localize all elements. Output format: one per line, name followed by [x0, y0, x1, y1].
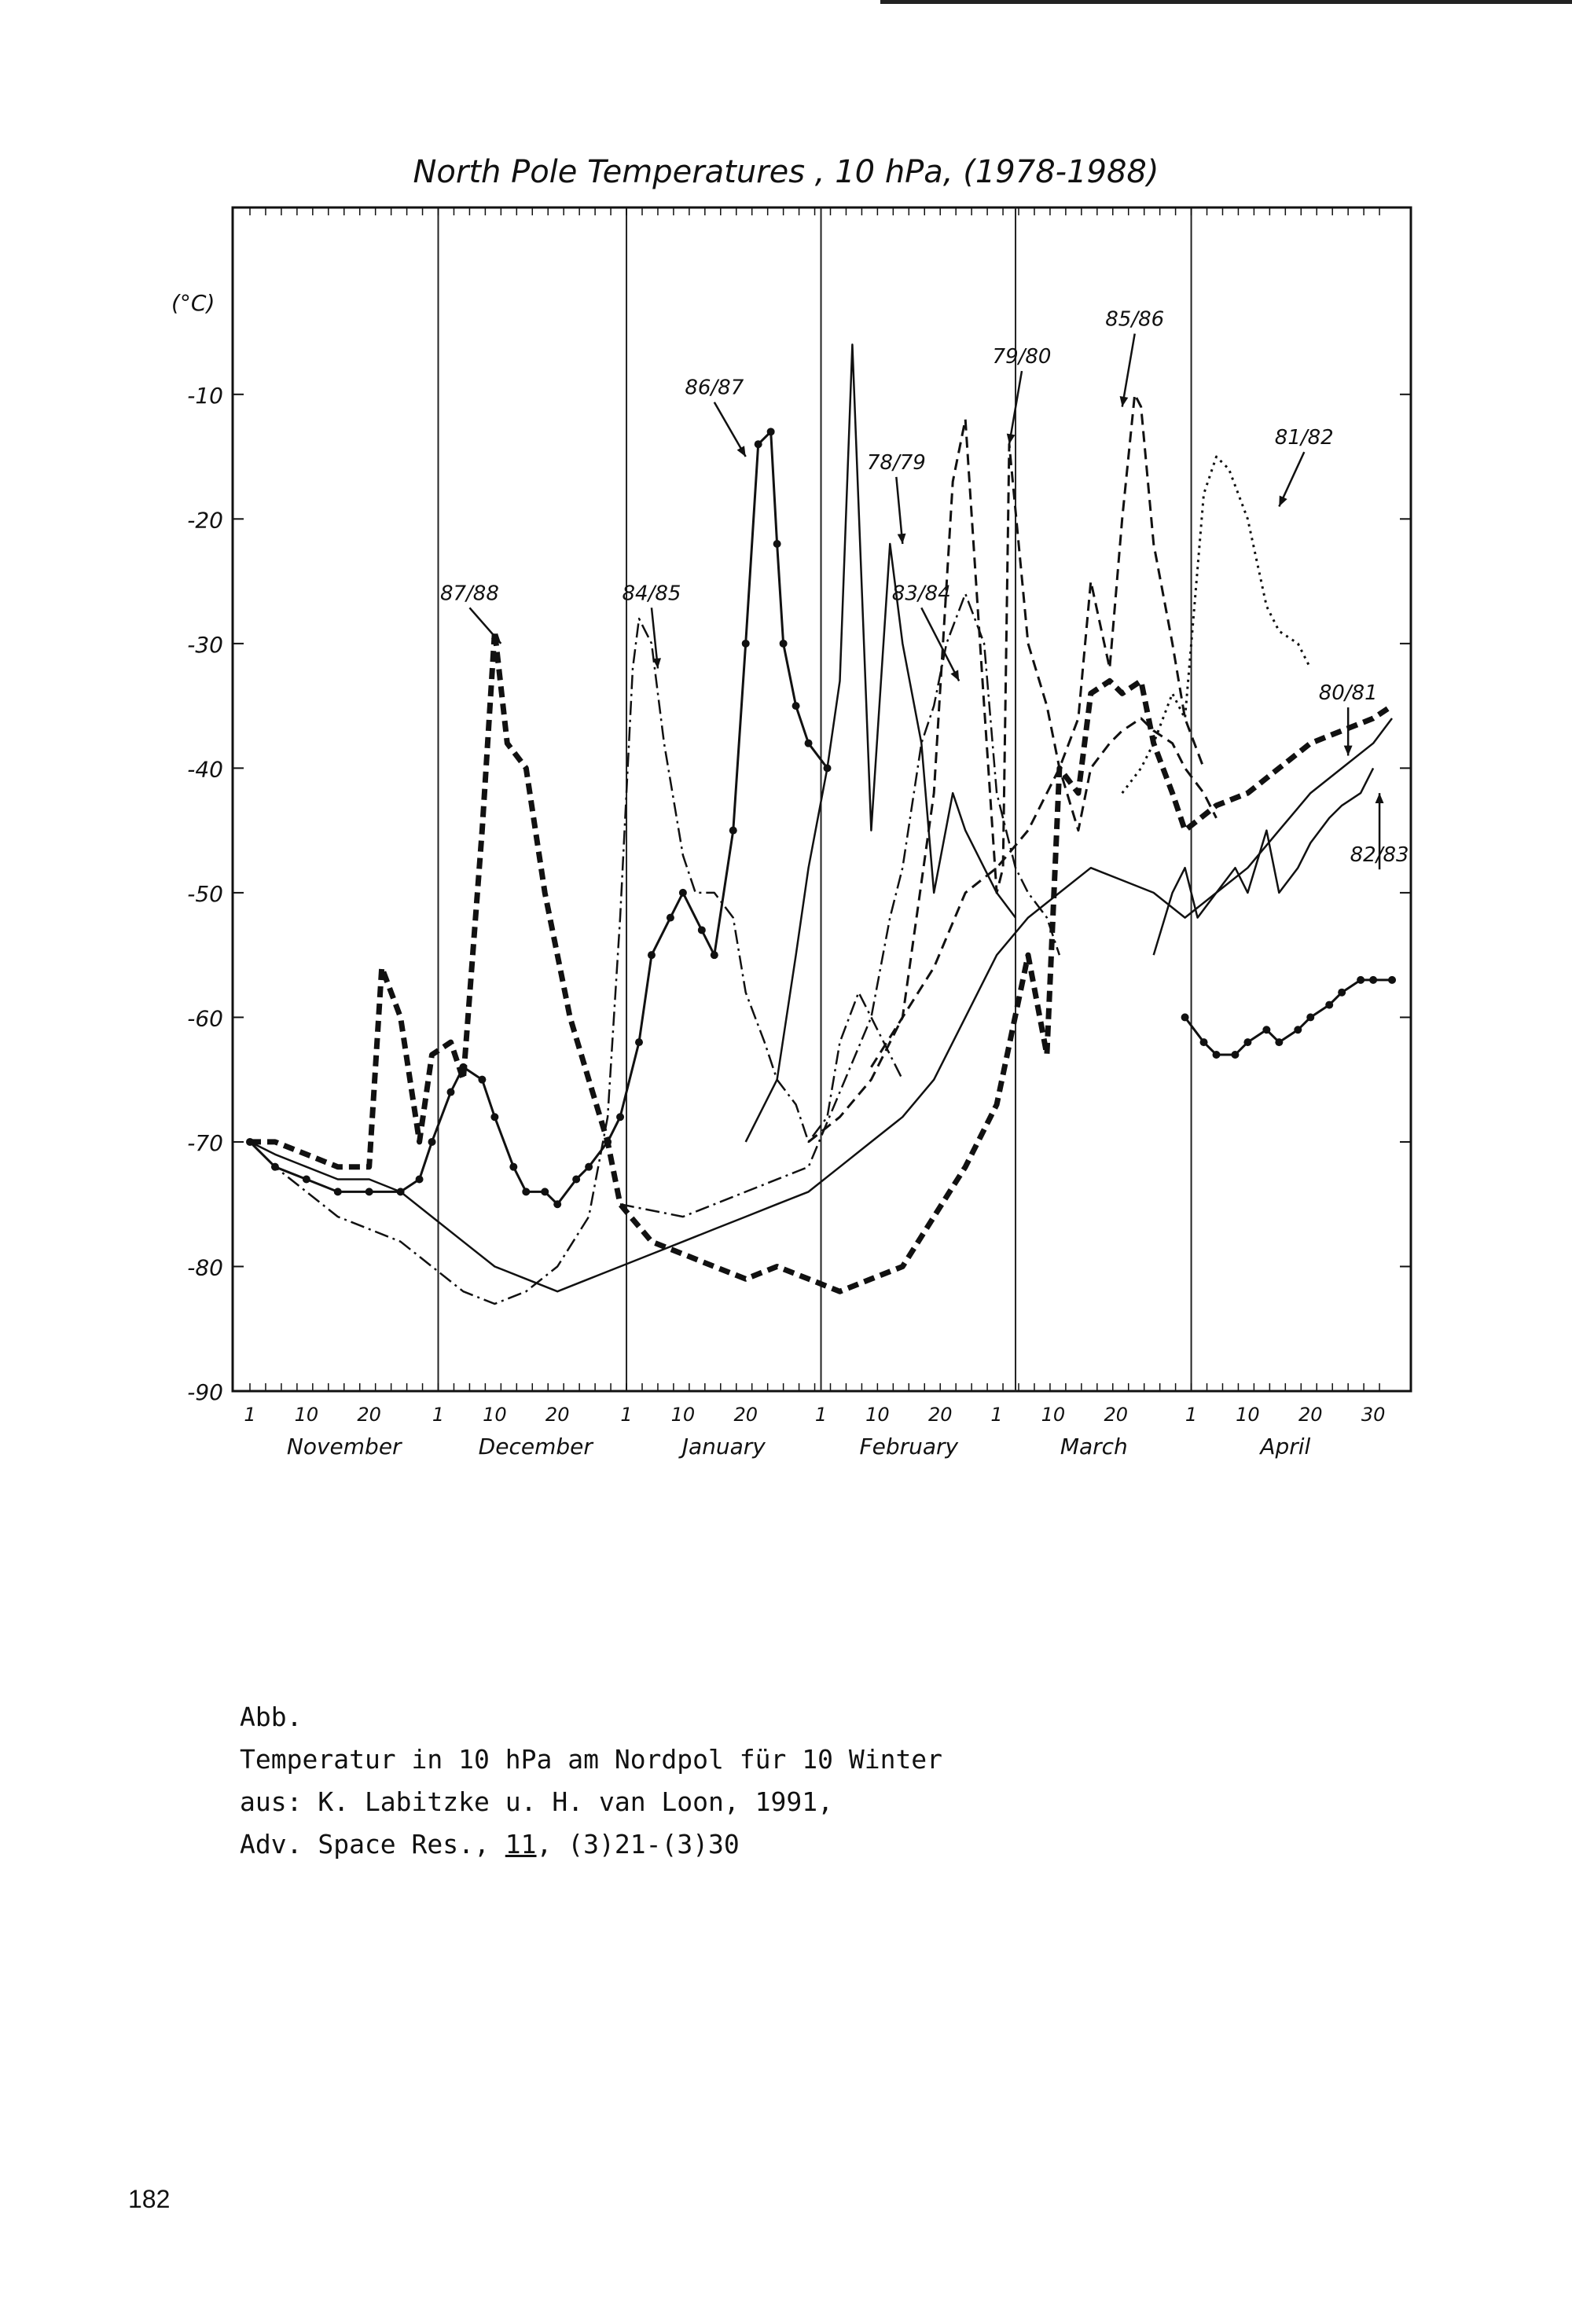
x-tick-label: 20: [733, 1404, 758, 1426]
series-marker: [1369, 976, 1377, 984]
series-line: [250, 619, 902, 1304]
x-tick-label: 10: [1236, 1404, 1260, 1426]
series-annotation-label: 86/87: [685, 376, 744, 400]
x-tick-label: 20: [927, 1404, 953, 1426]
series-line: [250, 431, 828, 1204]
month-label: March: [1060, 1434, 1128, 1459]
x-tick-label: 20: [1104, 1404, 1129, 1426]
series-annotation-label: 82/83: [1350, 843, 1409, 868]
series-marker: [1275, 1038, 1283, 1046]
series-marker: [648, 951, 656, 959]
month-label: November: [286, 1434, 402, 1459]
series-marker: [490, 1113, 498, 1121]
x-tick-label: 1: [990, 1404, 1003, 1426]
x-tick-label: 20: [357, 1404, 381, 1426]
page-number: 182: [128, 2185, 171, 2213]
annotation-arrow: [1122, 334, 1135, 407]
caption-line-reference: [240, 1823, 942, 1866]
series-annotation-label: 80/81: [1318, 681, 1378, 706]
series-marker: [755, 440, 762, 448]
series-marker: [616, 1113, 624, 1121]
y-axis-label: (°C): [171, 290, 215, 316]
series-annotation-label: 85/86: [1105, 307, 1165, 332]
caption-line-description: Temperatur in 10 hPa am Nordpol für 10 Winter: [240, 1744, 943, 1775]
series-marker: [365, 1188, 373, 1195]
series-marker: [679, 889, 687, 897]
annotation-arrowhead: [1007, 434, 1016, 445]
caption-pages: , (3)21-(3)30: [536, 1829, 740, 1860]
x-tick-label: 10: [483, 1404, 507, 1426]
series-marker: [541, 1188, 549, 1195]
series-annotation-label: 78/79: [866, 450, 926, 475]
series-marker: [416, 1176, 424, 1184]
series-marker: [509, 1163, 517, 1171]
series-annotation-label: 83/84: [891, 582, 951, 606]
series-line: [1185, 980, 1392, 1055]
series-marker: [1262, 1026, 1270, 1034]
series-marker: [604, 1138, 612, 1146]
series-line: [1154, 768, 1373, 955]
caption-line-abb: Abb.: [240, 1702, 303, 1732]
x-tick-label: 10: [294, 1404, 319, 1426]
series-annotation-label: 79/80: [992, 345, 1052, 369]
x-tick-label: 10: [1041, 1404, 1066, 1426]
series-marker: [334, 1188, 342, 1195]
series-marker: [1181, 1013, 1189, 1021]
y-tick-label: -30: [187, 631, 223, 658]
series-marker: [1294, 1026, 1302, 1034]
series-marker: [667, 914, 674, 922]
series-marker: [446, 1089, 454, 1096]
x-tick-label: 10: [670, 1404, 696, 1426]
annotation-arrowhead: [1344, 746, 1353, 756]
x-tick-label: 1: [432, 1404, 445, 1426]
x-tick-label: 1: [244, 1404, 256, 1426]
series-marker: [742, 640, 750, 648]
series-marker: [635, 1038, 643, 1046]
series-marker: [792, 702, 800, 710]
series-marker: [1357, 976, 1364, 984]
series-marker: [711, 951, 718, 959]
series-marker: [698, 926, 706, 934]
caption-journal: Adv. Space Res.,: [240, 1829, 505, 1860]
annotation-arrowhead: [1376, 793, 1384, 803]
y-tick-label: -60: [187, 1005, 223, 1032]
series-marker: [478, 1076, 486, 1084]
chart-title: North Pole Temperatures , 10 hPa, (1978-1988): [413, 154, 1159, 190]
series-marker: [1200, 1038, 1208, 1046]
series-marker: [428, 1138, 436, 1146]
month-label: April: [1260, 1434, 1311, 1459]
x-tick-label: 30: [1361, 1404, 1386, 1426]
x-tick-label: 1: [1185, 1404, 1198, 1426]
caption-line-source: aus: K. Labitzke u. H. van Loon, 1991,: [240, 1786, 833, 1817]
y-tick-label: -40: [187, 756, 223, 783]
series-marker: [1306, 1013, 1314, 1021]
series-marker: [805, 740, 813, 747]
series-marker: [1231, 1051, 1239, 1059]
month-label: February: [859, 1434, 959, 1459]
x-tick-label: 1: [620, 1404, 633, 1426]
series-marker: [572, 1176, 580, 1184]
series-annotation-label: 87/88: [439, 582, 499, 606]
series-marker: [522, 1188, 530, 1195]
figure-caption: [240, 1696, 942, 1866]
series-marker: [1213, 1051, 1221, 1059]
series-marker: [553, 1200, 561, 1208]
month-label: December: [478, 1434, 593, 1459]
x-tick-label: 20: [1298, 1404, 1323, 1426]
x-tick-label: 1: [814, 1404, 828, 1426]
y-tick-label: -90: [187, 1379, 223, 1405]
series-marker: [1338, 989, 1346, 997]
month-label: January: [681, 1434, 766, 1459]
x-tick-label: 10: [865, 1404, 890, 1426]
series-marker: [780, 640, 788, 648]
caption-volume: 11: [505, 1829, 537, 1860]
y-tick-label: -70: [187, 1129, 223, 1156]
y-tick-label: -10: [187, 382, 223, 409]
series-annotation-label: 84/85: [622, 582, 681, 606]
series-marker: [1243, 1038, 1251, 1046]
series-marker: [1325, 1001, 1333, 1009]
series-annotation-label: 81/82: [1274, 426, 1334, 450]
series-marker: [303, 1176, 310, 1184]
y-tick-label: -50: [187, 880, 223, 907]
series-marker: [1388, 976, 1396, 984]
y-tick-label: -80: [187, 1254, 223, 1281]
y-tick-label: -20: [187, 507, 223, 534]
x-tick-label: 20: [545, 1404, 570, 1426]
annotation-arrowhead: [1120, 396, 1129, 407]
series-marker: [729, 827, 737, 835]
series-marker: [459, 1063, 467, 1071]
series-marker: [767, 428, 775, 435]
series-marker: [585, 1163, 593, 1171]
series-marker: [773, 540, 781, 548]
